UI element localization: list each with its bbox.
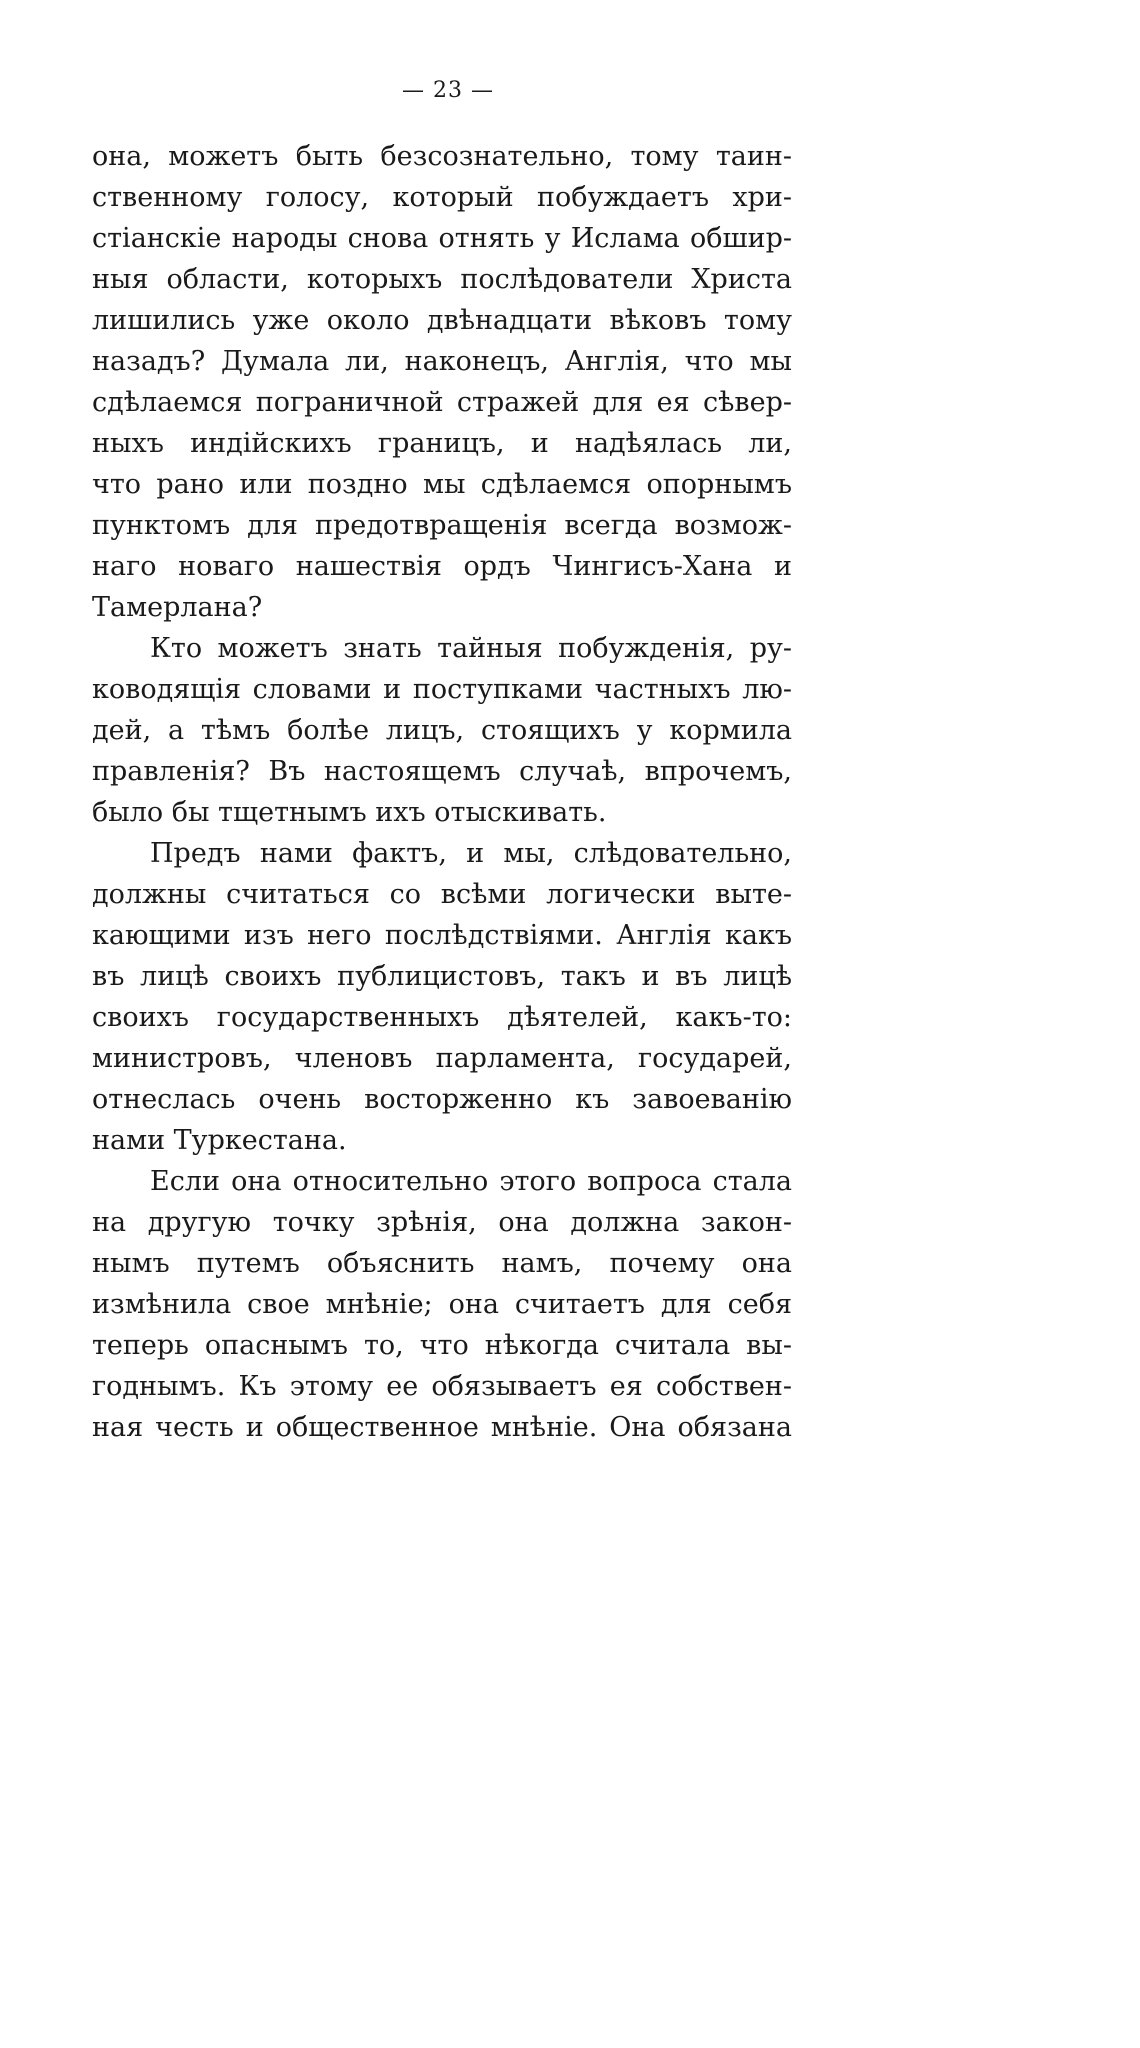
text-line: на другую точку зрѣнія, она должна закон-: [92, 1207, 792, 1238]
page-number: — 23 —: [402, 78, 494, 103]
text-line: пунктомъ для предотвращенія всегда возмож-: [92, 510, 792, 541]
paragraph: [92, 136, 792, 628]
paragraph: [92, 1161, 792, 1448]
paragraph: [92, 833, 792, 1161]
text-line: нымъ путемъ объяснить намъ, почему она: [92, 1248, 792, 1279]
text-line: теперь опаснымъ то, что нѣкогда считала вы-: [92, 1330, 792, 1361]
body-text: [92, 136, 792, 1448]
text-line: измѣнила свое мнѣніе; она считаетъ для себя: [92, 1289, 792, 1320]
text-line: правленія? Въ настоящемъ случаѣ, впрочемъ,: [92, 756, 792, 787]
text-line: было бы тщетнымъ ихъ отыскивать.: [92, 797, 607, 828]
text-line: министровъ, членовъ парламента, государей,: [92, 1043, 792, 1074]
text-line: наго новаго нашествія ордъ Чингисъ-Хана и: [92, 551, 792, 582]
text-line: Если она относительно этого вопроса стала: [150, 1166, 792, 1197]
text-line: въ лицѣ своихъ публицистовъ, такъ и въ лицѣ: [92, 961, 792, 992]
text-line: ководящія словами и поступками частныхъ лю-: [92, 674, 792, 705]
text-line: годнымъ. Къ этому ее обязываетъ ея собствен-: [92, 1371, 792, 1402]
text-line: ственному голосу, который побуждаетъ хри-: [92, 182, 792, 213]
text-line: нами Туркестана.: [92, 1125, 347, 1156]
text-line: стіанскіе народы снова отнять у Ислама обшир-: [92, 223, 792, 254]
text-line: ная честь и общественное мнѣніе. Она обязана: [92, 1412, 792, 1443]
text-line: ныхъ индійскихъ границъ, и надѣялась ли,: [92, 428, 792, 459]
text-line: должны считаться со всѣми логически выте-: [92, 879, 792, 910]
text-line: Кто можетъ знать тайныя побужденія, ру-: [150, 633, 792, 664]
text-line: она, можетъ быть безсознательно, тому таин-: [92, 141, 792, 172]
text-line: Тамерлана?: [92, 592, 263, 623]
text-line: кающими изъ него послѣдствіями. Англія какъ: [92, 920, 792, 951]
paragraph: [92, 628, 792, 833]
text-line: дей, а тѣмъ болѣе лицъ, стоящихъ у кормила: [92, 715, 792, 746]
text-line: своихъ государственныхъ дѣятелей, какъ-то:: [92, 1002, 792, 1033]
text-line: отнеслась очень восторженно къ завоеванію: [92, 1084, 792, 1115]
text-line: сдѣлаемся пограничной стражей для ея сѣвер-: [92, 387, 792, 418]
text-line: ныя области, которыхъ послѣдователи Христа: [92, 264, 792, 295]
text-line: Предъ нами фактъ, и мы, слѣдовательно,: [150, 838, 792, 869]
text-line: что рано или поздно мы сдѣлаемся опорнымъ: [92, 469, 792, 500]
text-line: лишились уже около двѣнадцати вѣковъ тому: [92, 305, 792, 336]
text-line: назадъ? Думала ли, наконецъ, Англія, что мы: [92, 346, 792, 377]
